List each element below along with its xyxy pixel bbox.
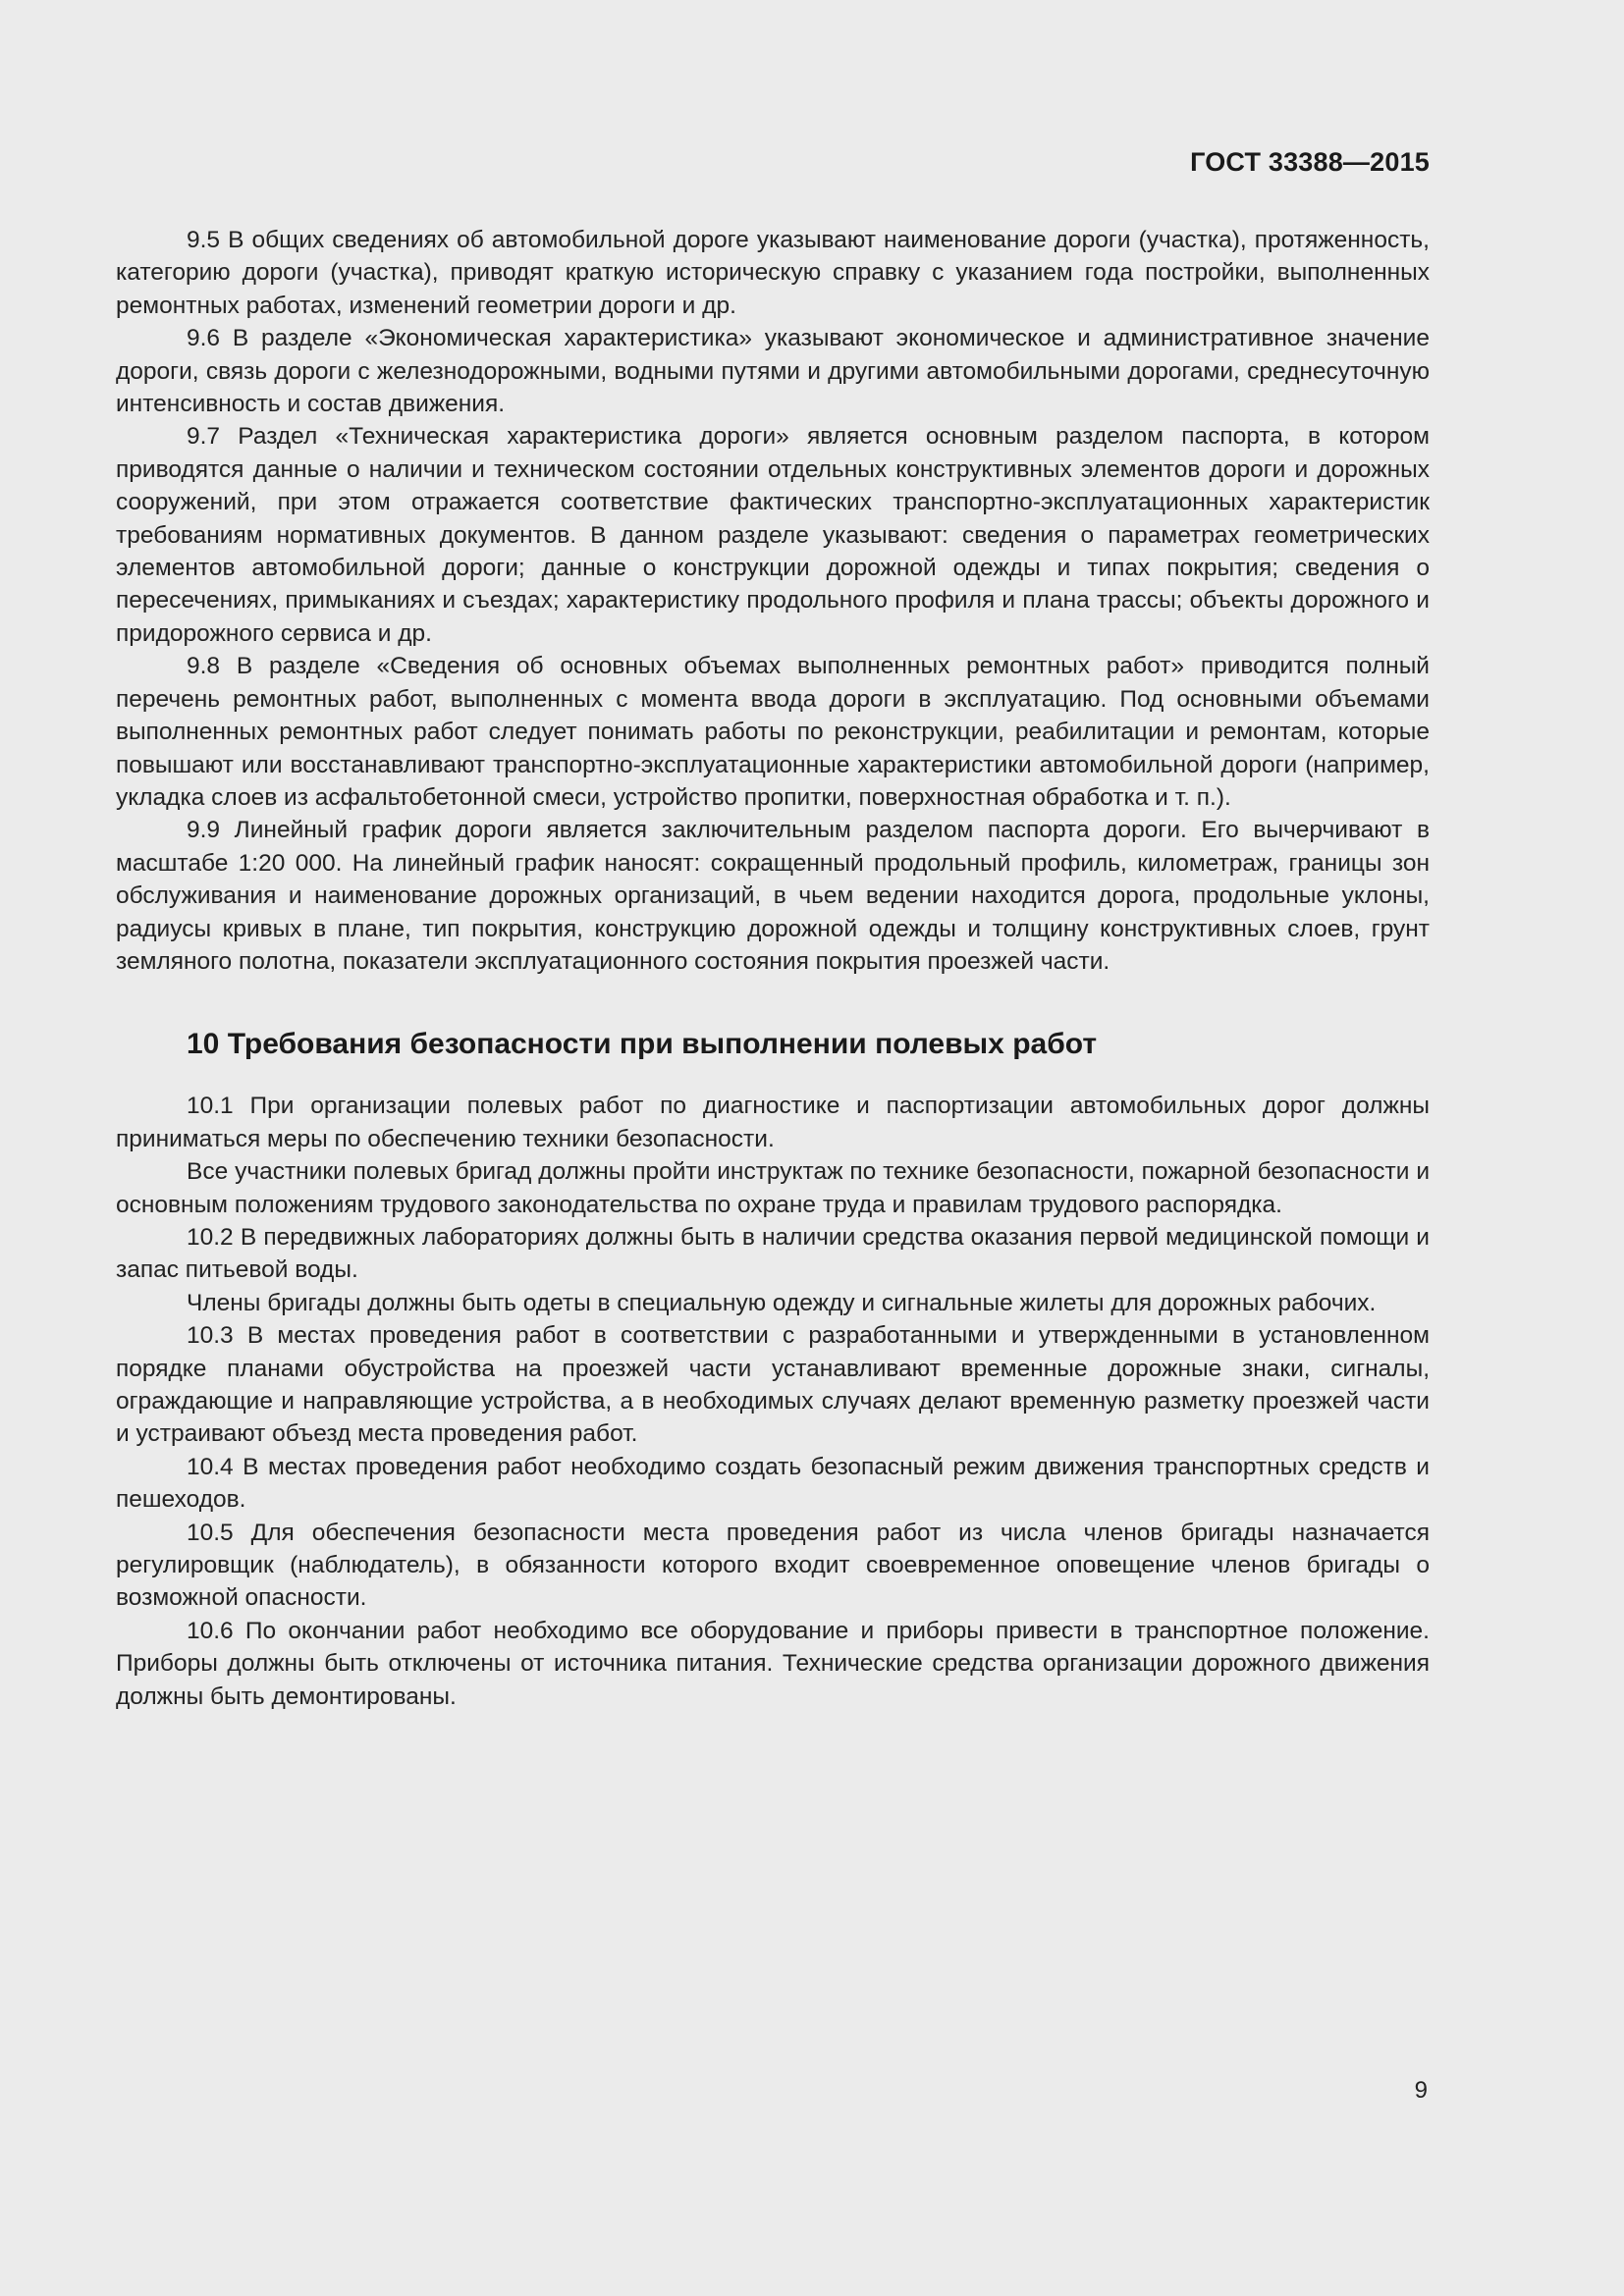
section-10-heading: 10 Требования безопасности при выполнении полевых работ bbox=[187, 1028, 1098, 1061]
paragraph-10-2: 10.2 В передвижных лабораториях должны быть в наличии средства оказания первой медицинской помощи и запас питьевой воды. bbox=[116, 1223, 1430, 1284]
paragraph-10-4: 10.4 В местах проведения работ необходимо создать безопасный режим движения транспортных средств и пешеходов. bbox=[116, 1453, 1430, 1514]
paragraph-10-5: 10.5 Для обеспечения безопасности места проведения работ из числа членов бригады назначается регулировщик (наблюдатель), в обязанности которого входит своевременное оповещение членов бригады о возможной опасности. bbox=[116, 1519, 1430, 1612]
paragraph-9-9: 9.9 Линейный график дороги является заключительным разделом паспорта дороги. Его вычерчивают в масштабе 1:20 000. На линейный график наносят: сокращенный продольный профиль, километраж, границы зон обслуживания и наименование дорожных организаций, в чьем ведении находится дорога, продольные уклоны, радиусы кривых в плане, тип покрытия, конструкцию дорожной одежды и толщину конструктивных слоев, грунт земляного полотна, показатели эксплуатационного состояния покрытия проезжей части. bbox=[116, 817, 1430, 975]
paragraph-10-1: 10.1 При организации полевых работ по диагностике и паспортизации автомобильных дорог должны приниматься меры по обеспечению техники безопасности. bbox=[116, 1093, 1430, 1152]
paragraph-10-2-clothing: Члены бригады должны быть одеты в специальную одежду и сигнальные жилеты для дорожных рабочих. bbox=[187, 1289, 1377, 1316]
paragraph-9-8: 9.8 В разделе «Сведения об основных объемах выполненных ремонтных работ» приводится полный перечень ремонтных работ, выполненных с момента ввода дороги в эксплуатацию. Под основными объемами выполненных ремонтных работ следует понимать работы по реконструкции, реабилитации и ремонтам, которые повышают или восстанавливают транспортно-эксплуатационные характеристики автомобильной дороги (например, укладка слоев из асфальтобетонной смеси, устройство пропитки, поверхностная обработка и т. п.). bbox=[116, 653, 1430, 811]
paragraph-9-7: 9.7 Раздел «Техническая характеристика дороги» является основным разделом паспорта, в котором приводятся данные о наличии и техническом состоянии отдельных конструктивных элементов дороги и дорожных сооружений, при этом отражается соответствие фактических транспортно-эксплуатационных характеристик требованиям нормативных документов. В данном разделе указывают: сведения о параметрах геометрических элементов автомобильной дороги; данные о конструкции дорожной одежды и типах покрытия; сведения о пересечениях, примыканиях и съездах; характеристику продольного профиля и плана трассы; объекты дорожного и придорожного сервиса и др. bbox=[116, 423, 1430, 647]
page-content bbox=[116, 224, 1430, 1713]
page-number: 9 bbox=[1414, 2077, 1428, 2104]
paragraph-9-6: 9.6 В разделе «Экономическая характеристика» указывают экономическое и административное значение дороги, связь дороги с железнодорожными, водными путями и другими автомобильными дорогами, среднесуточную интенсивность и состав движения. bbox=[116, 325, 1430, 418]
document-code: ГОСТ 33388—2015 bbox=[1190, 147, 1430, 177]
paragraph-9-5: 9.5 В общих сведениях об автомобильной дороге указывают наименование дороги (участка), протяженность, категорию дороги (участка), приводят краткую историческую справку с указанием года постройки, выполненных ремонтных работах, изменений геометрии дороги и др. bbox=[116, 227, 1430, 319]
paragraph-10-3: 10.3 В местах проведения работ в соответствии с разработанными и утвержденными в установленном порядке планами обустройства на проезжей части устанавливают временные дорожные знаки, сигналы, ограждающие и направляющие устройства, а в необходимых случаях делают временную разметку проезжей части и устраивают объезд места проведения работ. bbox=[116, 1322, 1430, 1448]
paragraph-10-6: 10.6 По окончании работ необходимо все оборудование и приборы привести в транспортное положение. Приборы должны быть отключены от источника питания. Технические средства организации дорожного движения должны быть демонтированы. bbox=[116, 1617, 1430, 1710]
paragraph-10-1-participants: Все участники полевых бригад должны пройти инструктаж по технике безопасности, пожарной безопасности и основным положениям трудового законодательства по охране труда и правилам трудового распорядка. bbox=[116, 1158, 1430, 1218]
